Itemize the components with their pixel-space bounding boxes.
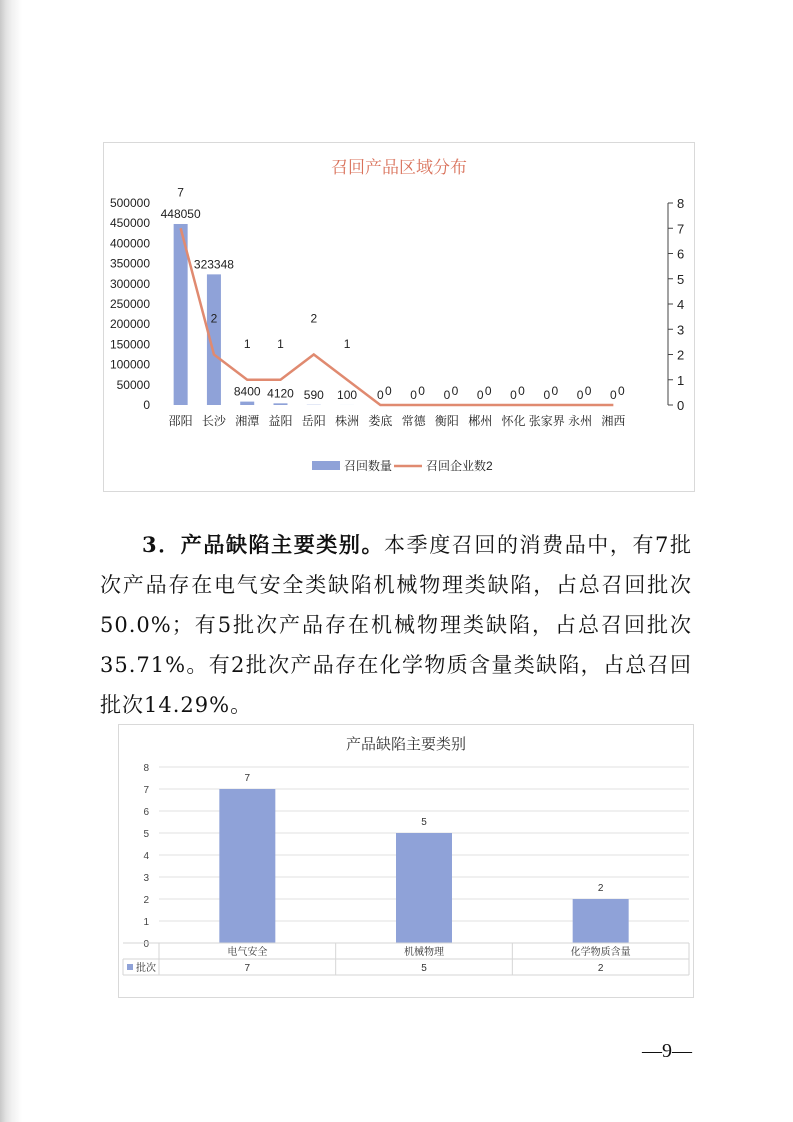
bar-data-label: 590 [303, 387, 324, 402]
bar-data-label: 323348 [193, 257, 234, 272]
paragraph-text: 本季度召回的消费品中，有7批次产品存在电气安全类缺陷机械物理类缺陷，占总召回批次50.0%；有5批次产品存在机械物理类缺陷，占总召回批次35.71%。有2批次产品存在化学物质含量类缺陷，占总召回批次14.29%。 [100, 533, 692, 717]
y-tick-label: 8 [143, 763, 149, 774]
legend-swatch-bar [312, 461, 340, 470]
y-right-tick-label: 7 [677, 221, 685, 237]
y-tick-label: 1 [143, 917, 149, 928]
bar-recall-quantity [240, 402, 254, 405]
bar-data-label: 0 [543, 388, 551, 402]
x-category-label: 化学物质含量 [570, 947, 631, 958]
bar-data-label: 5 [421, 817, 427, 828]
y-left-tick-label: 450000 [109, 216, 150, 231]
chart-title: 产品缺陷主要类别 [345, 736, 467, 753]
bar-recall-quantity [274, 403, 288, 405]
y-tick-label: 0 [143, 939, 149, 950]
bar-data-label: 0 [476, 388, 484, 402]
y-tick-label: 5 [143, 829, 149, 840]
chart-title: 召回产品区域分布 [331, 158, 467, 177]
x-category-label: 郴州 [468, 414, 493, 428]
y-right-tick-label: 2 [677, 347, 685, 363]
x-category-label: 永州 [568, 414, 593, 428]
x-category-label: 机械物理 [404, 947, 444, 958]
bar-data-label: 0 [610, 388, 617, 402]
bar-data-label: 0 [410, 388, 417, 402]
data-table-legend-swatch [127, 964, 133, 970]
bar-batch-count [396, 833, 452, 943]
y-left-tick-label: 300000 [109, 276, 150, 291]
bar-batch-count [219, 789, 275, 943]
line-data-label: 0 [385, 384, 392, 398]
defect-category-svg [119, 725, 693, 997]
x-category-label: 常德 [401, 414, 426, 428]
line-data-label: 7 [177, 185, 184, 200]
x-category-label: 怀化 [501, 414, 526, 428]
x-category-label: 电气安全 [227, 947, 268, 958]
x-category-label: 株洲 [335, 414, 360, 428]
y-left-tick-label: 100000 [109, 357, 150, 372]
y-tick-label: 3 [143, 873, 149, 884]
data-table-value: 5 [421, 963, 427, 974]
y-left-tick-label: 0 [143, 398, 150, 412]
x-category-label: 张家界 [528, 414, 565, 428]
x-category-label: 娄底 [368, 414, 393, 428]
y-right-tick-label: 8 [677, 196, 685, 211]
y-left-tick-label: 500000 [109, 196, 150, 210]
line-data-label: 0 [618, 384, 625, 398]
y-right-tick-label: 1 [677, 372, 685, 388]
line-data-label: 0 [518, 384, 525, 398]
y-left-tick-label: 250000 [109, 297, 150, 311]
x-category-label: 邵阳 [168, 414, 193, 428]
y-tick-label: 4 [143, 851, 149, 862]
bar-batch-count [573, 899, 629, 943]
bar-data-label: 4120 [267, 386, 294, 401]
line-data-label: 0 [418, 384, 425, 398]
y-tick-label: 2 [143, 895, 149, 906]
region-distribution-chart [103, 142, 695, 492]
y-right-tick-label: 0 [677, 398, 685, 413]
line-data-label: 0 [451, 384, 459, 398]
x-category-label: 长沙 [201, 414, 226, 428]
line-data-label: 1 [277, 336, 284, 351]
line-enterprise-count [181, 228, 614, 405]
x-category-label: 衡阳 [434, 414, 459, 428]
bar-data-label: 448050 [160, 206, 201, 221]
paragraph-lead: 3．产品缺陷主要类别。 [142, 532, 385, 557]
defect-category-chart [118, 724, 694, 998]
line-data-label: 1 [343, 336, 351, 351]
line-data-label: 0 [484, 384, 492, 398]
y-right-tick-label: 6 [677, 246, 685, 262]
bar-data-label: 8400 [233, 384, 261, 399]
y-left-tick-label: 400000 [109, 236, 150, 251]
data-table-value: 7 [244, 963, 251, 974]
line-data-label: 0 [551, 384, 559, 398]
y-left-tick-label: 50000 [116, 377, 150, 392]
bar-data-label: 0 [443, 388, 451, 402]
x-category-label: 湘西 [601, 414, 626, 428]
line-data-label: 2 [310, 311, 318, 326]
bar-data-label: 0 [576, 388, 584, 402]
y-right-tick-label: 5 [677, 271, 685, 287]
legend-label-line: 召回企业数2 [426, 459, 493, 473]
line-data-label: 1 [243, 336, 251, 351]
bar-data-label: 100 [337, 387, 358, 402]
region-distribution-svg [104, 143, 694, 491]
y-left-tick-label: 200000 [109, 317, 150, 332]
x-category-label: 岳阳 [301, 414, 326, 428]
y-right-tick-label: 3 [677, 322, 685, 338]
bar-data-label: 0 [510, 388, 517, 402]
x-category-label: 益阳 [268, 414, 293, 428]
data-table-value: 2 [597, 963, 604, 974]
bar-data-label: 0 [377, 388, 384, 402]
bar-data-label: 2 [597, 883, 604, 894]
data-table-series-name: 批次 [136, 963, 156, 974]
x-category-label: 湘潭 [235, 414, 260, 428]
page-number: —9— [642, 1040, 692, 1062]
y-tick-label: 6 [143, 807, 149, 818]
defect-category-paragraph [100, 525, 692, 725]
y-tick-label: 7 [143, 785, 149, 796]
y-left-tick-label: 150000 [109, 337, 150, 352]
scan-edge-shadow [0, 0, 22, 1122]
bar-data-label: 7 [244, 773, 251, 784]
y-left-tick-label: 350000 [109, 256, 150, 271]
line-data-label: 0 [584, 384, 592, 398]
line-data-label: 2 [210, 311, 218, 326]
legend-label-bar: 召回数量 [344, 459, 393, 473]
y-right-tick-label: 4 [677, 297, 685, 312]
